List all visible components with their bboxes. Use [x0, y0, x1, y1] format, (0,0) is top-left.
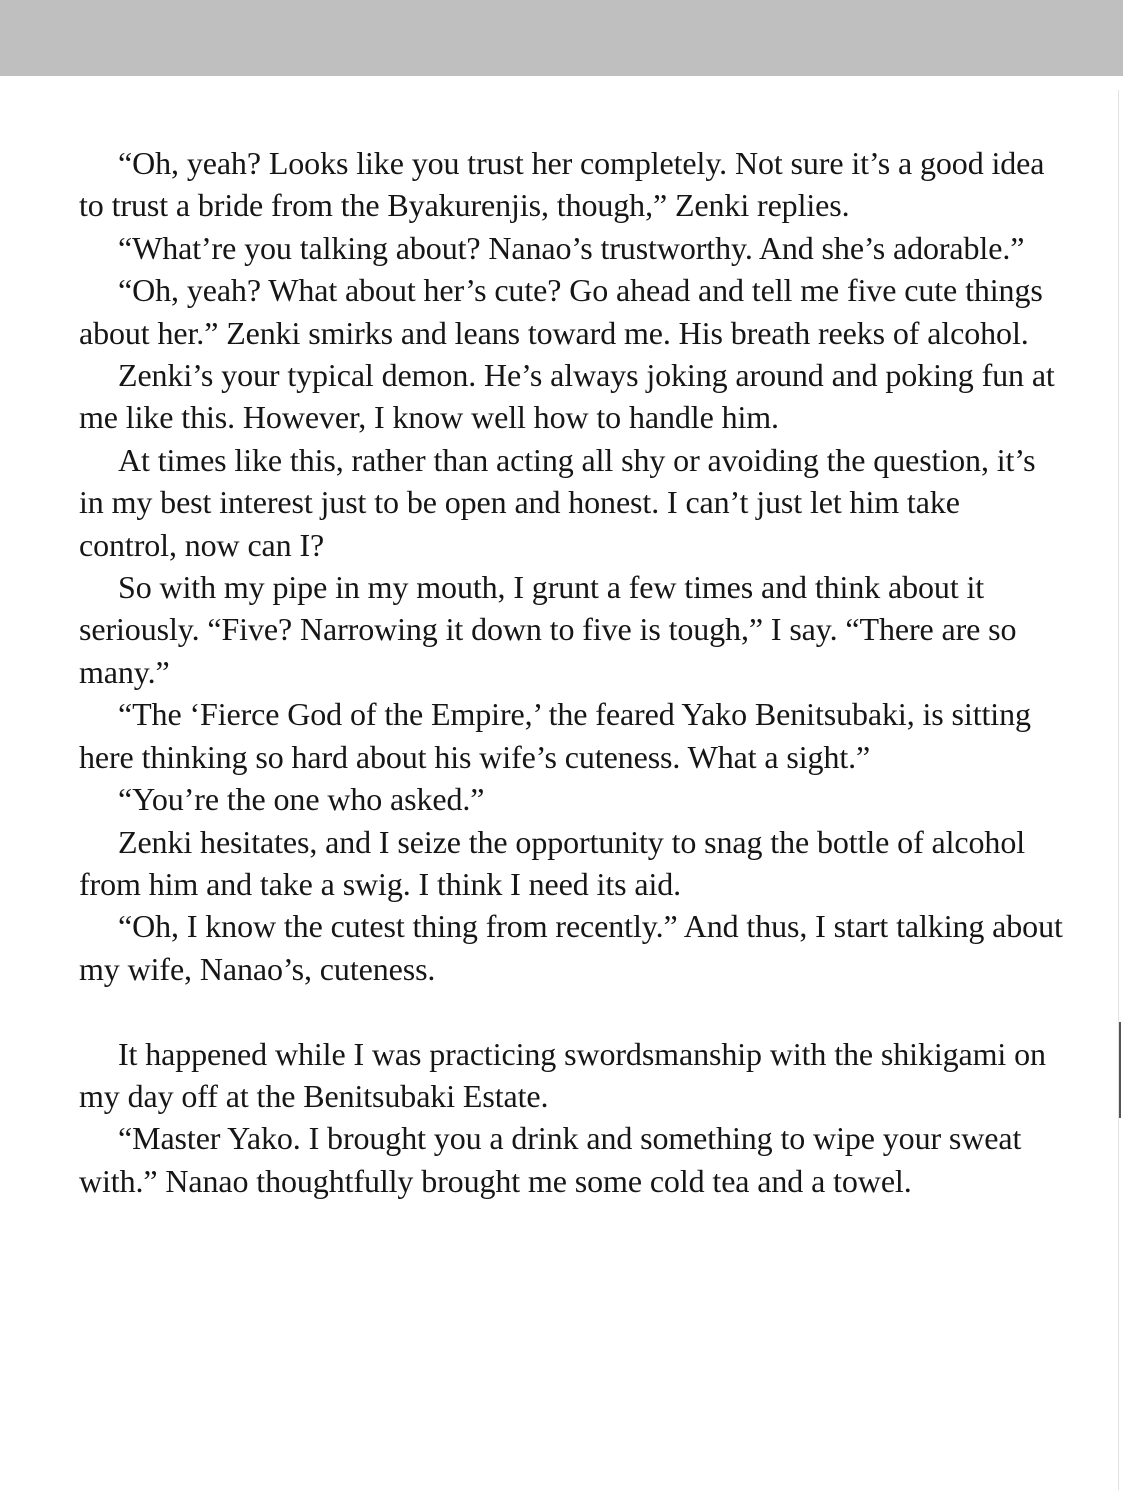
paragraph: “What’re you talking about? Nanao’s trustworthy. And she’s adorable.”: [118, 229, 1025, 266]
paragraph: “Oh, I know the cutest thing from recently.” And thus, I start talking about my wife, Nanao’s, cuteness.: [79, 908, 1063, 987]
paragraph: “Master Yako. I brought you a drink and something to wipe your sweat with.” Nanao thoughtfully brought me some cold tea and a towel.: [79, 1120, 1022, 1199]
paragraph: “Oh, yeah? Looks like you trust her completely. Not sure it’s a good idea to trust a bride from the Byakurenjis, though,” Zenki replies.: [79, 145, 1045, 224]
paragraph: At times like this, rather than acting all shy or avoiding the question, it’s in my best interest just to be open and honest. I can’t just let him take control, now can I?: [79, 441, 1036, 563]
reader-top-bar: [0, 0, 1123, 76]
paragraph: It happened while I was practicing swordsmanship with the shikigami on my day off at the Benitsubaki Estate.: [79, 1035, 1046, 1114]
book-page-text: [79, 142, 1064, 1202]
paragraph: So with my pipe in my mouth, I grunt a few times and think about it seriously. “Five? Narrowing it down to five is tough,” I say. “There are so many.”: [79, 569, 1017, 690]
paragraph: “The ‘Fierce God of the Empire,’ the feared Yako Benitsubaki, is sitting here thinking so hard about his wife’s cuteness. What a sight.”: [79, 696, 1031, 775]
scroll-indicator[interactable]: [1119, 1022, 1121, 1118]
paragraph: Zenki hesitates, and I seize the opportunity to snag the bottle of alcohol from him and take a swig. I think I need its aid.: [79, 823, 1026, 902]
paragraph: “Oh, yeah? What about her’s cute? Go ahead and tell me five cute things about her.” Zenki smirks and leans toward me. His breath reeks of alcohol.: [79, 272, 1043, 351]
page-edge-line: [1118, 90, 1119, 1490]
scene-break: [79, 990, 1064, 1032]
paragraph: Zenki’s your typical demon. He’s always joking around and poking fun at me like this. However, I know well how to handle him.: [79, 357, 1055, 436]
paragraph: “You’re the one who asked.”: [118, 781, 485, 818]
